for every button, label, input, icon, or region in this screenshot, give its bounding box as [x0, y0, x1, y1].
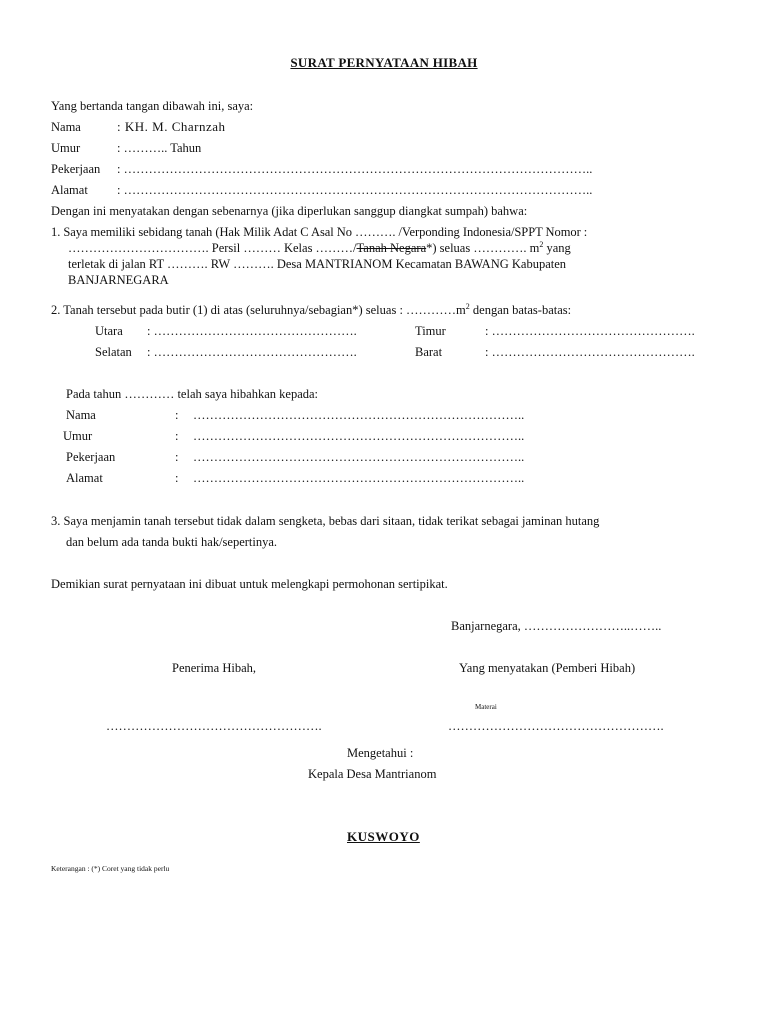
- barat-label: Barat: [415, 345, 443, 359]
- pekerjaan-label: Pekerjaan: [51, 162, 101, 176]
- document-title: SURAT PERNYATAAN HIBAH: [290, 55, 478, 70]
- point3-line2: dan belum ada tanda bukti hak/sepertinya.: [66, 535, 278, 549]
- intro-text: Yang bertanda tangan dibawah ini, saya:: [51, 99, 254, 113]
- kepala-desa-label: Kepala Desa Mantrianom: [308, 767, 437, 781]
- penerima-alamat-dots: ……………………………………………………………………..: [193, 471, 525, 485]
- materai-label: Materai: [475, 703, 497, 711]
- point2-main: 2. Tanah tersebut pada butir (1) di atas (seluruhnya/sebagian*) seluas : …………m: [51, 303, 466, 317]
- penerima-umur-colon: :: [175, 429, 179, 443]
- statement-text: Dengan ini menyatakan dengan sebenarnya (jika diperlukan sanggup diangkat sumpah) bahwa:: [51, 204, 528, 218]
- penerima-pekerjaan-label: Pekerjaan: [66, 450, 116, 464]
- pekerjaan-value: : …………………………………………………………………………………………………..: [117, 162, 593, 176]
- kades-name: KUSWOYO: [347, 829, 420, 844]
- utara-label: Utara: [95, 324, 123, 338]
- selatan-value: : ………………………………………….: [147, 345, 357, 359]
- penerima-nama-label: Nama: [66, 408, 96, 422]
- penerima-pekerjaan-dots: ……………………………………………………………………..: [193, 450, 525, 464]
- selatan-label: Selatan: [95, 345, 132, 359]
- hibah-intro: Pada tahun ………… telah saya hibahkan kepada:: [66, 387, 319, 401]
- penerima-nama-colon: :: [175, 408, 179, 422]
- timur-label: Timur: [415, 324, 446, 338]
- utara-value: : ………………………………………….: [147, 324, 357, 338]
- signature-line-right: …………………………………………….: [448, 719, 664, 733]
- point1-line2-b: *) seluas …………. m: [426, 241, 540, 255]
- penerima-nama-dots: ……………………………………………………………………..: [193, 408, 525, 422]
- signature-line-left: …………………………………………….: [106, 719, 322, 733]
- place-date: Banjarnegara, ……………………..……..: [451, 619, 662, 633]
- penerima-umur-label: Umur: [63, 429, 93, 443]
- tanah-negara-strike: Tanah Negara: [356, 241, 427, 255]
- timur-value: : ………………………………………….: [485, 324, 695, 338]
- umur-label: Umur: [51, 141, 81, 155]
- nama-value: : KH. M. Charnzah: [117, 119, 226, 134]
- penerima-hibah-label: Penerima Hibah,: [172, 661, 257, 675]
- penerima-pekerjaan-colon: :: [175, 450, 179, 464]
- point2-text: [51, 303, 571, 318]
- point2-tail: dengan batas-batas:: [469, 303, 572, 317]
- point2-sup: 2: [465, 301, 470, 311]
- point1-line2-c: yang: [543, 241, 571, 255]
- penerima-alamat-label: Alamat: [66, 471, 103, 485]
- alamat-value: : …………………………………………………………………………………………………..: [117, 183, 593, 197]
- barat-value: : ………………………………………….: [485, 345, 695, 359]
- point3-line1: 3. Saya menjamin tanah tersebut tidak dalam sengketa, bebas dari sitaan, tidak terikat sebagai jaminan hutang: [51, 514, 600, 528]
- point1-line3: terletak di jalan RT ………. RW ………. Desa MANTRIANOM Kecamatan BAWANG Kabupaten: [68, 257, 567, 271]
- point1-line1: 1. Saya memiliki sebidang tanah (Hak Milik Adat C Asal No ………. /Verponding Indonesia/SPPT Nomor :: [51, 225, 588, 239]
- closing-text: Demikian surat pernyataan ini dibuat untuk melengkapi permohonan sertipikat.: [51, 577, 448, 591]
- pemberi-hibah-label: Yang menyatakan (Pemberi Hibah): [459, 661, 636, 675]
- mengetahui-label: Mengetahui :: [347, 746, 414, 760]
- keterangan-note: Keterangan : (*) Coret yang tidak perlu: [51, 864, 170, 873]
- point1-line2: [68, 241, 571, 256]
- penerima-alamat-colon: :: [175, 471, 179, 485]
- nama-label: Nama: [51, 120, 81, 134]
- penerima-umur-dots: ……………………………………………………………………..: [193, 429, 525, 443]
- point1-line2-a: ……………………………. Persil ……… Kelas ………/: [68, 241, 357, 255]
- alamat-label: Alamat: [51, 183, 88, 197]
- umur-value: : ……….. Tahun: [117, 141, 202, 155]
- point1-line4: BANJARNEGARA: [68, 273, 169, 287]
- square-sup: 2: [539, 239, 544, 249]
